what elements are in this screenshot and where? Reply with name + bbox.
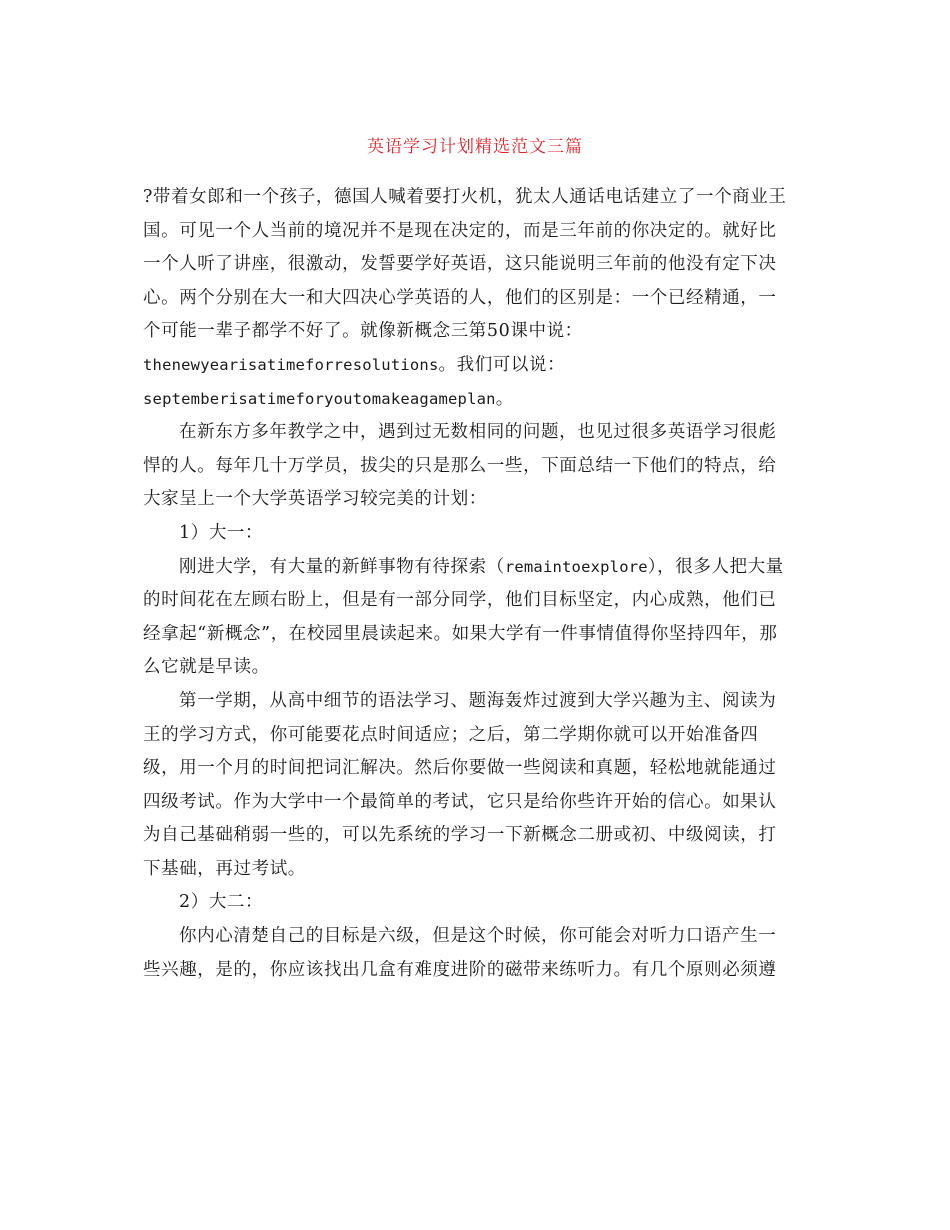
text-line: 一个人听了讲座，很激动，发誓要学好英语，这只能说明三年前的他没有定下决: [143, 254, 777, 275]
text-line: 心。两个分别在大一和大四决心学英语的人，他们的区别是：一个已经精通，一: [143, 287, 777, 308]
text-line: 级，用一个月的时间把词汇解决。然后你要做一些阅读和真题，轻松地就能通过: [143, 758, 777, 779]
text-line: [143, 383, 811, 417]
text-line: 为自己基础稍弱一些的，可以先系统的学习一下新概念二册或初、中级阅读，打: [143, 825, 777, 846]
text-line: 么它就是早读。: [143, 657, 270, 678]
text-line: 国。可见一个人当前的境况并不是现在决定的，而是三年前的你决定的。就好比: [143, 220, 777, 241]
text-line: 些兴趣，是的，你应该找出几盒有难度进阶的磁带来练听力。有几个原则必须遵: [143, 959, 777, 980]
paragraph-3: [143, 551, 811, 685]
text-line: 你内心清楚自己的目标是六级，但是这个时候，你可能会对听力口语产生一: [179, 926, 777, 947]
text-line: [143, 349, 811, 383]
paragraph-5: [143, 920, 811, 987]
section-heading-year-2: 2）大二：: [179, 892, 264, 913]
text-line: 悍的人。每年几十万学员，拔尖的只是那么一些，下面总结一下他们的特点，给: [143, 455, 777, 476]
text-line: 在新东方多年教学之中，遇到过无数相同的问题，也见过很多英语学习很彪: [179, 422, 777, 443]
section-heading-year-1: 1）大一：: [179, 522, 264, 543]
text-fragment: 。: [495, 388, 514, 409]
english-phrase: septemberisatimeforyoutomakeagameplan: [143, 389, 496, 408]
document-body: [143, 181, 811, 987]
paragraph-1: [143, 181, 811, 416]
text-line: 大家呈上一个大学英语学习较完美的计划：: [143, 489, 487, 510]
english-phrase: remaintoexplore: [504, 557, 648, 576]
text-line: 第一学期，从高中细节的语法学习、题海轰炸过渡到大学兴趣为主、阅读为: [179, 690, 777, 711]
paragraph-4: [143, 685, 811, 887]
text-fragment: ），很多人把大量: [647, 556, 784, 577]
paragraph-2: [143, 416, 811, 517]
text-line: [143, 551, 811, 585]
document-title: 英语学习计划精选范文三篇: [367, 137, 583, 157]
text-fragment: 。我们可以说：: [438, 354, 566, 375]
text-line: 经拿起“新概念”，在校园里晨读起来。如果大学有一件事情值得你坚持四年，那: [143, 623, 778, 644]
text-line: 下基础，再过考试。: [143, 858, 306, 879]
text-line: 个可能一辈子都学不好了。就像新概念三第50课中说：: [143, 321, 583, 342]
text-line: 的时间花在左顾右盼上，但是有一部分同学，他们目标坚定，内心成熟，他们已: [143, 590, 777, 611]
text-line: ?带着女郎和一个孩子，德国人喊着要打火机，犹太人通话电话建立了一个商业王: [143, 187, 787, 207]
text-line: 王的学习方式，你可能要花点时间适应；之后，第二学期你就可以开始准备四: [143, 724, 759, 745]
text-fragment: 刚进大学，有大量的新鲜事物有待探索（: [179, 556, 505, 577]
text-line: 四级考试。作为大学中一个最简单的考试，它只是给你些许开始的信心。如果认: [143, 791, 777, 812]
english-phrase: thenewyearisatimeforresolutions: [143, 355, 439, 374]
